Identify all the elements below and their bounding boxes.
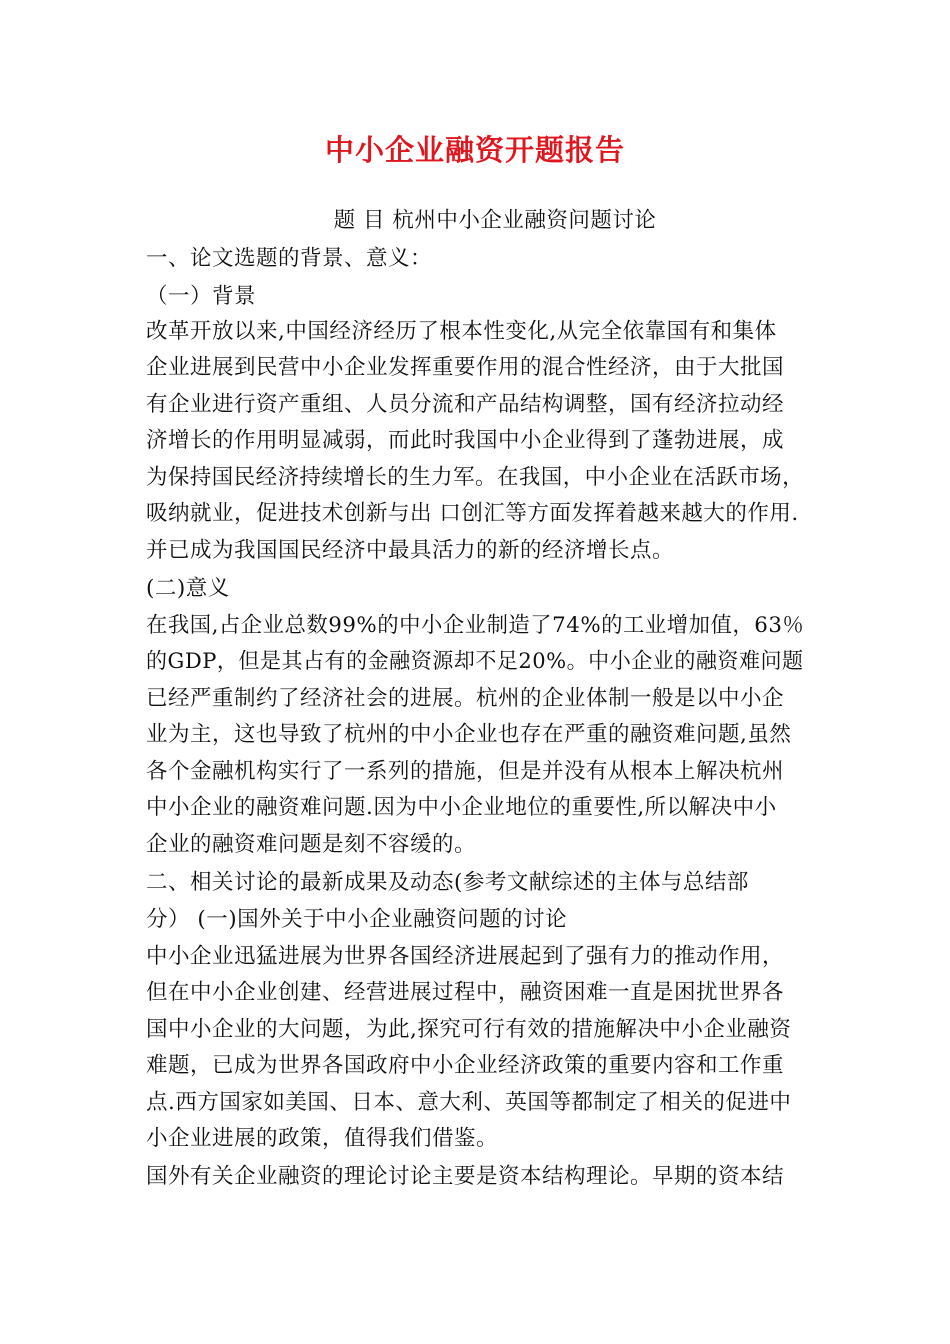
paragraph-line: 吸纳就业，促进技术创新与出 口创汇等方面发挥着越来越大的作用.	[146, 501, 799, 526]
paragraph-line: 国外有关企业融资的理论讨论主要是资本结构理论。早期的资本结	[146, 1164, 785, 1189]
paragraph-line: 并已成为我国国民经济中最具活力的新的经济增长点。	[146, 538, 675, 563]
heading-section-2: 二、相关讨论的最新成果及动态(参考文献综述的主体与总结部	[146, 870, 749, 895]
paragraph-line: 为保持国民经济持续增长的生力军。在我国，中小企业在活跃市场，	[146, 465, 805, 490]
page-title: 中小企业融资开题报告	[324, 133, 625, 167]
paragraph-line: 难题，已成为世界各国政府中小企业经济政策的重要内容和工作重	[146, 1053, 785, 1078]
paragraph-line: 业为主，这也导致了杭州的中小企业也存在严重的融资难问题,虽然	[146, 722, 792, 747]
heading-section-2-continued: 分） (一)国外关于中小企业融资问题的讨论	[146, 907, 568, 932]
paragraph-line: 济增长的作用明显减弱，而此时我国中小企业得到了蓬勃进展，成	[146, 428, 785, 453]
paragraph-line: 已经严重制约了经济社会的进展。杭州的企业体制一般是以中小企	[146, 686, 785, 711]
paragraph-line: 的GDP，但是其占有的金融资源却不足20%。中小企业的融资难问题	[146, 649, 804, 674]
paragraph-line: 有企业进行资产重组、人员分流和产品结构调整，国有经济拉动经	[146, 392, 785, 417]
heading-section-1: 一、论文选题的背景、意义：	[146, 246, 433, 271]
paragraph-line: 中小企业的融资难问题.因为中小企业地位的重要性,所以解决中小	[146, 795, 777, 820]
paragraph-line: 各个金融机构实行了一系列的措施，但是并没有从根本上解决杭州	[146, 759, 785, 784]
heading-background: （一）背景	[146, 284, 257, 309]
paragraph-line: 但在中小企业创建、经营进展过程中，融资困难一直是困扰世界各	[146, 980, 785, 1005]
paragraph-line: 点.西方国家如美国、日本、意大利、英国等都制定了相关的促进中	[146, 1090, 792, 1115]
paragraph-line: 小企业进展的政策，值得我们借鉴。	[146, 1126, 499, 1151]
paragraph-line: 企业的融资难问题是刻不容缓的。	[146, 832, 477, 857]
paragraph-line: 改革开放以来,中国经济经历了根本性变化,从完全依靠国有和集体	[146, 319, 777, 344]
paragraph-line: 中小企业迅猛进展为世界各国经济进展起到了强有力的推动作用，	[146, 944, 785, 969]
report-subject: 题 目 杭州中小企业融资问题讨论	[333, 208, 657, 233]
paragraph-line: 国中小企业的大问题，为此,探究可行有效的措施解决中小企业融资	[146, 1017, 792, 1042]
paragraph-line: 企业进展到民营中小企业发挥重要作用的混合性经济，由于大批国	[146, 355, 785, 380]
heading-significance: (二)意义	[146, 576, 230, 601]
paragraph-line: 在我国,占企业总数99%的中小企业制造了74%的工业增加值，63％	[146, 613, 805, 638]
